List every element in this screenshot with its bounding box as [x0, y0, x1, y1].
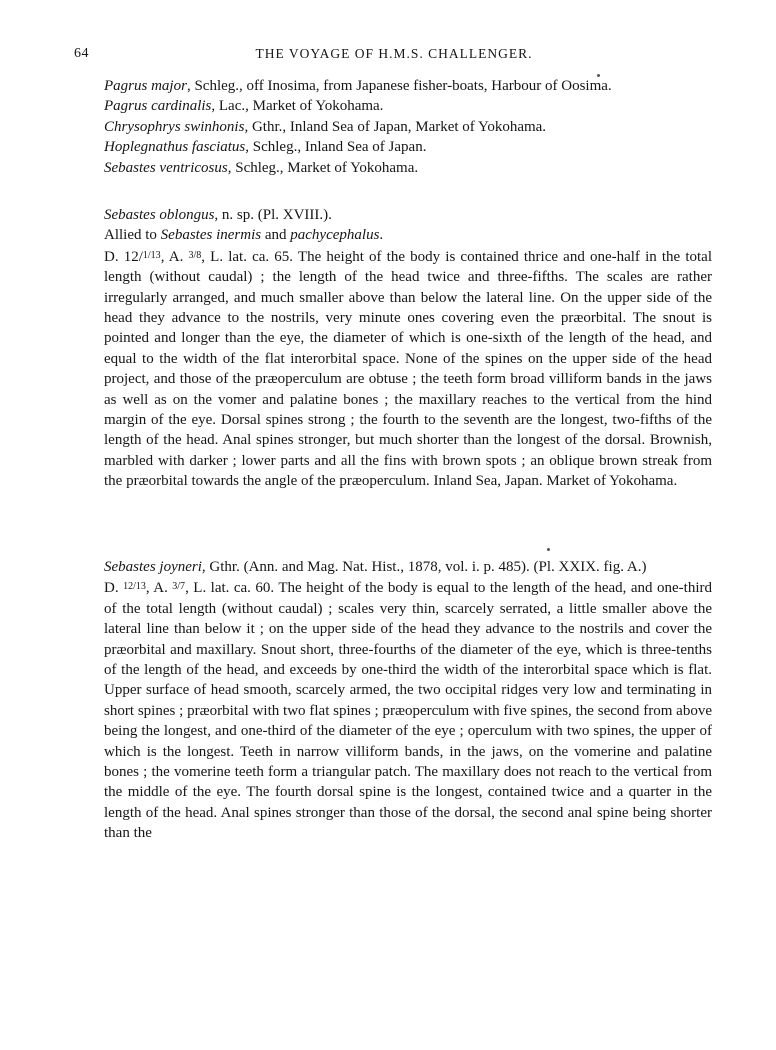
fin-formula-dorsal-fraction: 12/13 — [123, 581, 146, 593]
description-text: , L. lat. ca. 65. The height of the body is contained thrice and one-half in the total length (without caudal) ; the length of the head twice and three-fifths. The scales are rather irregularly arranged, and much smaller above than below the lateral line. On the upper side of the head they advance to the nostrils, very minute ones covering even the præorbital. The snout is pointed and longer than the eye, the diameter of which is one-sixth of the length of the head, and equal to the width of the flat interorbital space. None of the spines on the upper side of the head project, and those of the præoperculum are obtuse ; the teeth form broad villiform bands in the jaws as well as on the vomer and palatine bones ; the maxillary reaches to the vertical from the hind margin of the eye. Dorsal spines strong ; the fourth to the seventh are the longest, two-fifths of the length of the head. Anal spines stronger, but much shorter than the longest of the dorsal. Brownish, marbled with darker ; lower parts and all the fins with brown spots ; an oblique brown streak from the præorbital towards the angle of the præoperculum. Inland Sea, Japan. Market of Yokohama. — [104, 248, 713, 490]
species-account-joyneri — [74, 557, 712, 844]
species-name: Sebastes oblongus — [104, 207, 215, 223]
species-name: Pagrus major — [104, 78, 187, 94]
list-item — [74, 76, 712, 96]
allied-species-2: pachycephalus — [290, 227, 380, 244]
species-name: Hoplegnathus fasciatus — [104, 139, 246, 156]
page-header — [74, 46, 714, 66]
list-item — [74, 117, 712, 137]
species-heading-rest: , n. sp. (Pl. XVIII.). — [214, 207, 332, 223]
species-account-oblongus — [74, 205, 712, 492]
fin-formula-anal: , A. — [145, 580, 173, 597]
species-name: Sebastes joyneri — [104, 559, 202, 575]
species-name: Chrysophrys swinhonis — [104, 118, 245, 135]
allied-note — [74, 225, 712, 245]
fin-formula-dorsal: D. 12/ — [104, 248, 143, 265]
species-detail: , Schleg., Inland Sea of Japan. — [245, 139, 427, 156]
description-text: , L. lat. ca. 60. The height of the body is equal to the length of the head, and one-third of the total length (without caudal) ; scales very thin, scarcely serrated, a little smaller above the lateral line than below it ; on the upper side of the head they advance to the nostrils and cover the præorbital and maxillary. Snout short, three-fourths of the diameter of the eye, which is three-tenths of the length of the head, and exceeds by one-third the width of the interorbital space which is flat. Upper surface of head smooth, scarcely armed, the two occipital ridges very low and terminating in short spines ; præorbital with two flat spines ; præoperculum with five spines, the second from above being the longest, and one-third of the diameter of the eye ; operculum with two spines, the upper of which is the longest. Teeth in narrow villiform bands, in the jaws, on the vomerine and palatine bones ; the vomerine teeth form a triangular patch. The maxillary does not reach to the vertical from the middle of the eye. The fourth dorsal spine is the longest, contained twice and a quarter in the length of the head. Anal spines stronger than those of the dorsal, the second anal spine being shorter than the — [104, 580, 712, 842]
species-name: Pagrus cardinalis — [104, 98, 212, 115]
species-name: Sebastes ventricosus — [104, 159, 228, 176]
species-heading — [74, 205, 712, 225]
fin-formula-anal: , A. — [160, 248, 189, 265]
species-detail: , Schleg., Market of Yokohama. — [227, 159, 419, 176]
list-item — [74, 158, 712, 178]
species-description — [74, 577, 712, 843]
allied-prefix: Allied to — [104, 227, 161, 244]
allied-species-1: Sebastes inermis — [160, 227, 262, 244]
species-heading — [74, 557, 712, 577]
species-detail: , Lac., Market of Yokohama. — [211, 98, 384, 115]
species-heading-rest: , Gthr. (Ann. and Mag. Nat. Hist., 1878, vol. i. p. 485). (Pl. XXIX. fig. A.) — [201, 559, 647, 575]
allied-end: . — [379, 227, 384, 244]
print-speck — [547, 548, 550, 551]
species-description — [74, 246, 712, 492]
fin-formula-dorsal: D. — [104, 580, 124, 597]
fin-formula-anal-fraction: 3/8 — [188, 249, 202, 261]
fin-formula-anal-fraction: 3/7 — [172, 581, 186, 593]
species-detail: , Schleg., off Inosima, from Japanese fisher-boats, Harbour of Oosima. — [186, 78, 612, 94]
fin-formula-dorsal-fraction: 1/13 — [142, 249, 161, 261]
running-title: THE VOYAGE OF H.M.S. CHALLENGER. — [255, 46, 533, 61]
list-item — [74, 96, 712, 116]
species-list — [74, 76, 712, 178]
allied-conjunction: and — [261, 227, 291, 244]
species-detail: , Gthr., Inland Sea of Japan, Market of Yokohama. — [244, 118, 547, 135]
page-number: 64 — [74, 46, 89, 61]
list-item — [74, 137, 712, 157]
